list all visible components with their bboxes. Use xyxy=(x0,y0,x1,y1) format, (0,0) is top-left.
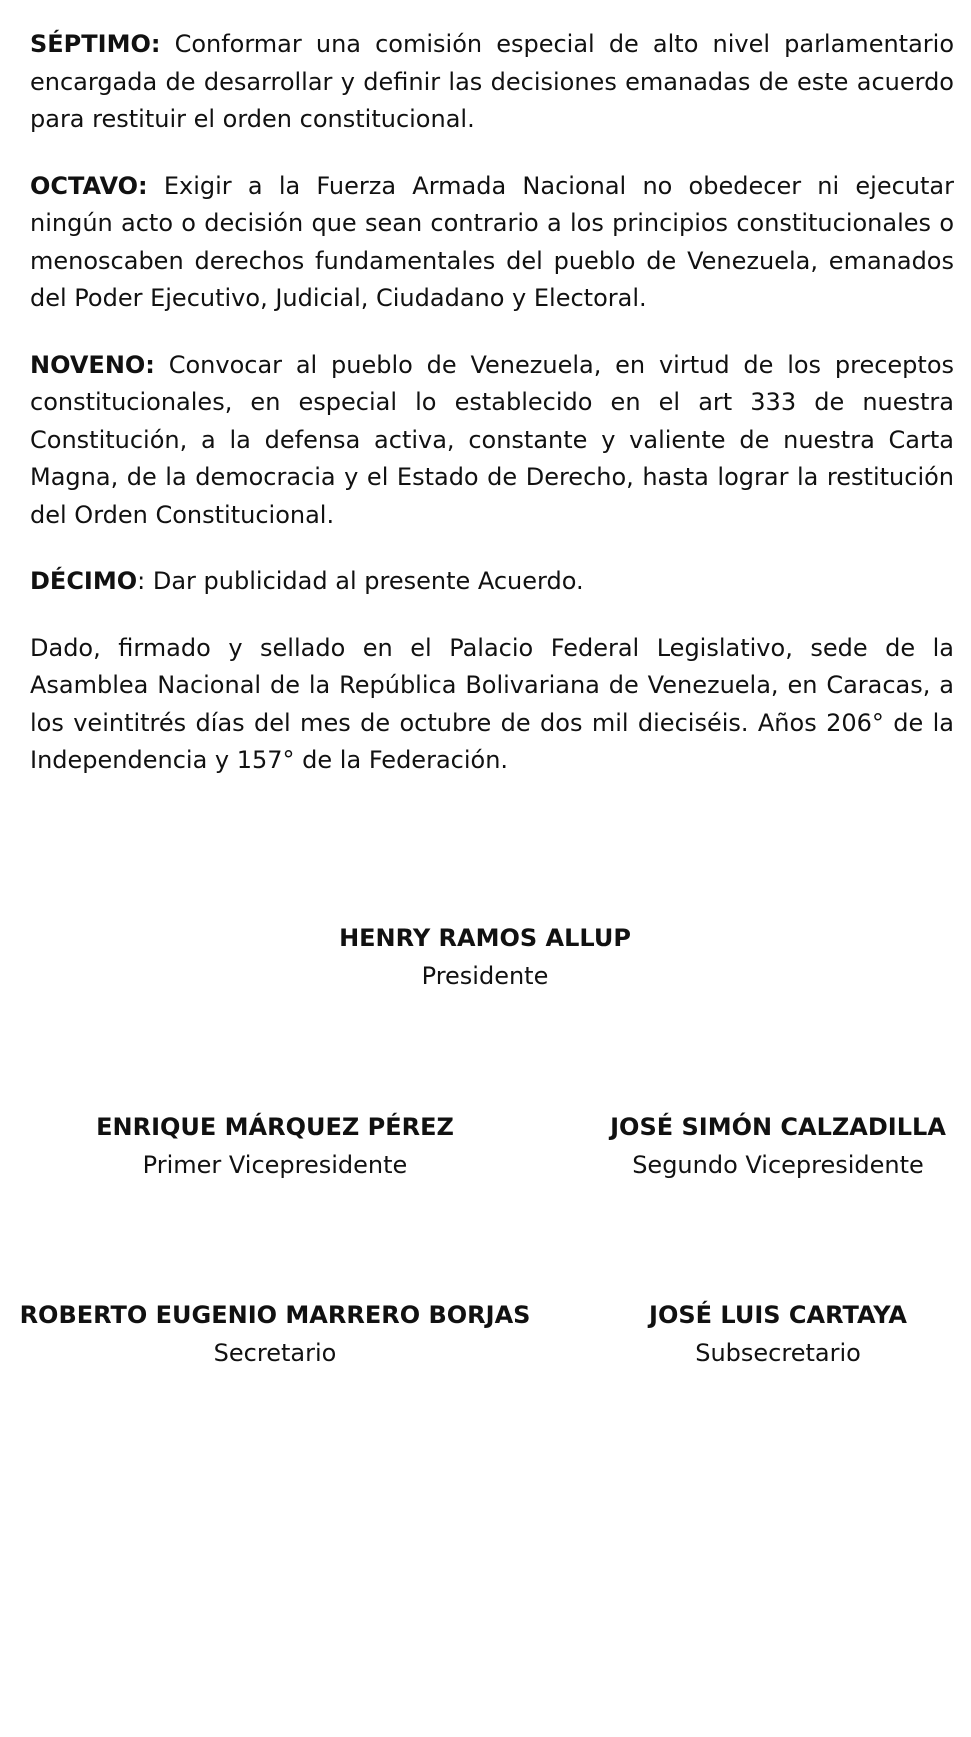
article-text: Conformar una comisión especial de alto nivel parlamentario encargada de desarrollar y definir las decisiones emanadas de este acuerdo para restituir el orden constitucional. xyxy=(30,30,954,133)
article-lead: NOVENO: xyxy=(30,350,155,379)
article-text: : Dar publicidad al presente Acuerdo. xyxy=(137,567,584,595)
article-decimo xyxy=(30,563,954,601)
signatory-role: Primer Vicepresidente xyxy=(142,1151,408,1179)
signatory-name: JOSÉ SIMÓN CALZADILLA xyxy=(610,1113,946,1141)
article-lead: OCTAVO: xyxy=(30,171,148,200)
closing-paragraph: Dado, firmado y sellado en el Palacio Federal Legislativo, sede de la Asamblea Nacional de la República Bolivariana de Venezuela, en Caracas, a los veintitrés días del mes de octubre de dos mil dieciséis. Años 206° de la Independencia y 157° de la Federación. xyxy=(30,633,954,774)
signature-secretary xyxy=(0,1296,550,1372)
signatory-name: HENRY RAMOS ALLUP xyxy=(339,924,631,952)
signatory-name: ENRIQUE MÁRQUEZ PÉREZ xyxy=(96,1113,454,1141)
document-body xyxy=(30,26,954,809)
signature-subsecretary xyxy=(528,1296,971,1372)
article-septimo xyxy=(30,26,954,139)
signature-president xyxy=(235,919,735,995)
article-text: Convocar al pueblo de Venezuela, en virtud de los preceptos constitucionales, en especial lo establecido en el art 333 de nuestra Constitución, a la defensa activa, constante y valiente de nuestra Carta Magna, de la democracia y el Estado de Derecho, hasta lograr la restitución del Orden Constitucional. xyxy=(30,350,954,529)
article-lead: SÉPTIMO: xyxy=(30,30,161,58)
article-text: Exigir a la Fuerza Armada Nacional no obedecer ni ejecutar ningún acto o decisión que sean contrario a los principios constitucionales o menoscaben derechos fundamentales del pueblo de Venezuela, emanados del Poder Ejecutivo, Judicial, Ciudadano y Electoral. xyxy=(30,171,954,312)
signature-first-vicepresident xyxy=(25,1108,525,1184)
signature-second-vicepresident xyxy=(528,1108,971,1184)
signatory-name: JOSÉ LUIS CARTAYA xyxy=(649,1301,907,1329)
signatory-role: Presidente xyxy=(421,962,549,990)
article-octavo xyxy=(30,168,954,318)
signatory-name: ROBERTO EUGENIO MARRERO BORJAS xyxy=(19,1301,531,1329)
signatory-role: Subsecretario xyxy=(695,1339,861,1367)
signatory-role: Segundo Vicepresidente xyxy=(632,1151,924,1179)
signatory-role: Secretario xyxy=(213,1339,337,1367)
article-noveno xyxy=(30,347,954,535)
article-lead: DÉCIMO xyxy=(30,567,138,595)
